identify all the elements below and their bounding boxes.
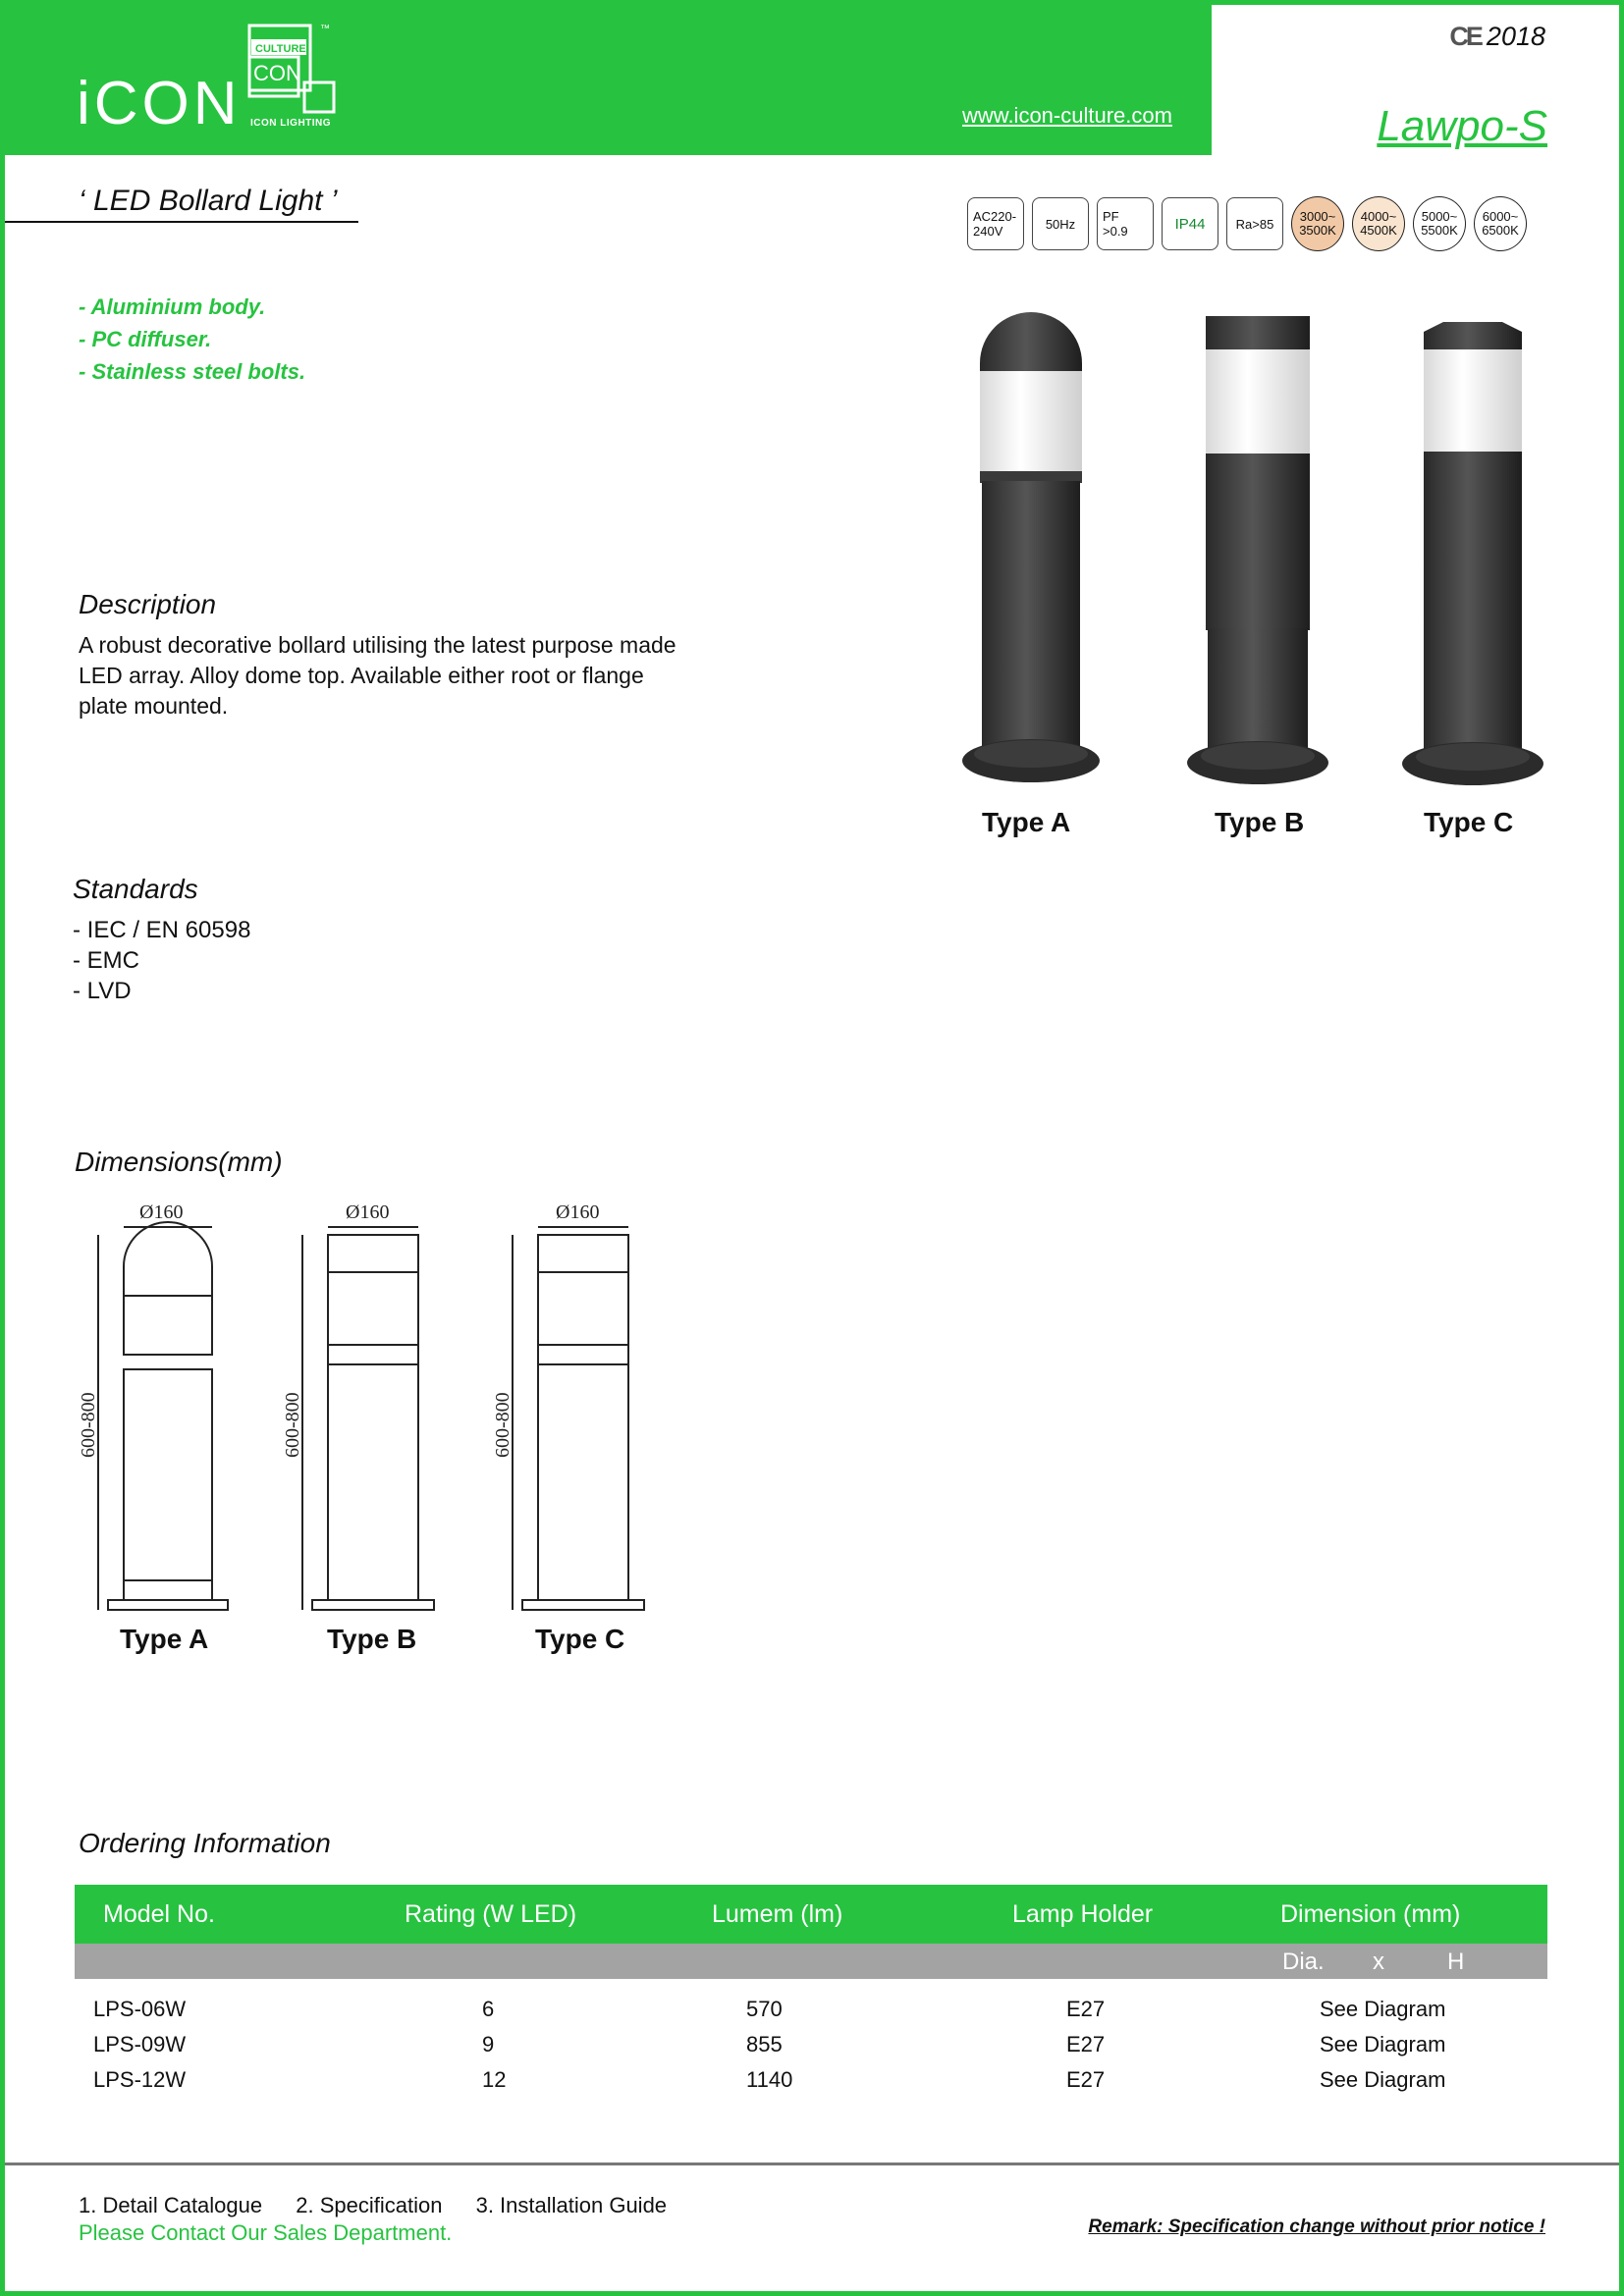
dimension-drawing-type-c bbox=[492, 1201, 644, 1610]
table-row bbox=[75, 2028, 1547, 2063]
ce-mark-icon: CE bbox=[1449, 22, 1481, 51]
table-row bbox=[75, 2063, 1547, 2099]
footer-link-specification[interactable]: 2. Specification bbox=[296, 2193, 443, 2217]
cct-badge-3000: 3000~ 3500K bbox=[1291, 196, 1344, 251]
feature-item: - PC diffuser. bbox=[79, 327, 212, 351]
standards-heading: Standards bbox=[73, 874, 198, 904]
cct-badge-6000: 6000~ 6500K bbox=[1474, 196, 1527, 251]
svg-text:Ø160: Ø160 bbox=[556, 1201, 600, 1223]
standard-item: - EMC bbox=[73, 947, 139, 974]
bollard-type-a-photo bbox=[962, 312, 1100, 782]
dimension-drawings bbox=[69, 1188, 677, 1620]
footer-links bbox=[79, 2193, 694, 2218]
ce-year bbox=[1449, 22, 1545, 52]
cell-lamp-holder: E27 bbox=[1066, 1997, 1106, 2021]
bollard-type-b-photo bbox=[1187, 316, 1328, 784]
cell-lumen: 570 bbox=[746, 1997, 783, 2021]
dimensions-heading: Dimensions(mm) bbox=[75, 1147, 283, 1177]
footer-link-installation[interactable]: 3. Installation Guide bbox=[475, 2193, 668, 2217]
cell-rating: 9 bbox=[482, 2032, 495, 2056]
feature-item: - Stainless steel bolts. bbox=[79, 359, 306, 384]
contact-note: Please Contact Our Sales Department. bbox=[79, 2220, 453, 2245]
footer-divider bbox=[5, 2163, 1619, 2165]
standards-list bbox=[73, 915, 250, 1006]
dimension-drawing-type-a bbox=[78, 1201, 228, 1610]
model-name: Lawpo-S bbox=[1377, 102, 1547, 150]
cell-lumen: 1140 bbox=[746, 2067, 793, 2092]
icon-logo bbox=[245, 22, 344, 120]
subheader-h: H bbox=[1447, 1949, 1465, 1975]
spec-badges bbox=[967, 196, 1527, 251]
cri-badge: Ra>85 bbox=[1226, 197, 1283, 250]
dimension-label-type-a: Type A bbox=[120, 1624, 209, 1654]
cell-lumen: 855 bbox=[746, 2032, 783, 2056]
cell-model: LPS-12W bbox=[93, 2067, 187, 2092]
footer-link-catalogue[interactable]: 1. Detail Catalogue bbox=[79, 2193, 263, 2217]
cct-badge-5000: 5000~ 5500K bbox=[1413, 196, 1466, 251]
cell-lamp-holder: E27 bbox=[1066, 2067, 1106, 2092]
title-underline bbox=[5, 221, 358, 223]
cell-rating: 12 bbox=[482, 2067, 507, 2092]
subheader-dia: Dia. bbox=[1282, 1949, 1325, 1975]
feature-list bbox=[79, 291, 305, 388]
subheader-x: x bbox=[1373, 1949, 1384, 1975]
cell-model: LPS-09W bbox=[93, 2032, 187, 2056]
table-header-row bbox=[75, 1885, 1547, 1944]
svg-text:600-800: 600-800 bbox=[492, 1392, 514, 1458]
description-text: A robust decorative bollard utilising the latest purpose made LED array. Alloy dome top. Available either root or flange plate mounted. bbox=[79, 632, 677, 719]
svg-text:600-800: 600-800 bbox=[282, 1392, 303, 1458]
svg-text:Ø160: Ø160 bbox=[139, 1201, 184, 1223]
column-header-lumen: Lumem (lm) bbox=[712, 1900, 843, 1928]
column-header-dimension: Dimension (mm) bbox=[1280, 1900, 1461, 1928]
year: 2018 bbox=[1486, 22, 1545, 51]
table-row bbox=[75, 1993, 1547, 2028]
photo-label-type-a: Type A bbox=[982, 807, 1071, 837]
ip-rating-badge: IP44 bbox=[1162, 197, 1218, 250]
logo-culture-text: CULTURE bbox=[255, 43, 306, 55]
logo-con-text: CON bbox=[253, 61, 301, 85]
logo-tm: ™ bbox=[320, 24, 330, 34]
svg-text:Ø160: Ø160 bbox=[346, 1201, 390, 1223]
brand-wordmark: iCON bbox=[77, 70, 242, 137]
column-header-lamp-holder: Lamp Holder bbox=[1012, 1900, 1154, 1928]
column-header-model: Model No. bbox=[103, 1900, 215, 1928]
column-header-rating: Rating (W LED) bbox=[405, 1900, 577, 1928]
cct-badge-4000: 4000~ 4500K bbox=[1352, 196, 1405, 251]
website-link[interactable]: www.icon-culture.com bbox=[962, 103, 1172, 128]
power-factor-badge: PF >0.9 bbox=[1097, 197, 1154, 250]
dimension-label-type-b: Type B bbox=[327, 1624, 417, 1654]
cell-rating: 6 bbox=[482, 1997, 495, 2021]
cell-dimension: See Diagram bbox=[1320, 2067, 1446, 2092]
description-heading: Description bbox=[79, 589, 217, 619]
table-subheader-row bbox=[75, 1944, 1547, 1979]
photo-label-type-c: Type C bbox=[1424, 807, 1514, 837]
frequency-badge: 50Hz bbox=[1032, 197, 1089, 250]
dimension-drawing-type-b bbox=[282, 1201, 434, 1610]
cell-dimension: See Diagram bbox=[1320, 1997, 1446, 2021]
standard-item: - LVD bbox=[73, 978, 132, 1004]
svg-text:600-800: 600-800 bbox=[78, 1392, 99, 1458]
cell-dimension: See Diagram bbox=[1320, 2032, 1446, 2056]
ordering-table bbox=[75, 1885, 1547, 2099]
feature-item: - Aluminium body. bbox=[79, 294, 266, 319]
cell-lamp-holder: E27 bbox=[1066, 2032, 1106, 2056]
dimension-label-type-c: Type C bbox=[535, 1624, 625, 1654]
bollard-type-c-photo bbox=[1402, 322, 1543, 785]
logo-subtitle: ICON LIGHTING bbox=[250, 118, 332, 129]
page-title: ‘ LED Bollard Light ’ bbox=[79, 185, 338, 217]
product-photos bbox=[943, 304, 1571, 854]
cell-model: LPS-06W bbox=[93, 1997, 187, 2021]
voltage-badge: AC220- 240V bbox=[967, 197, 1024, 250]
photo-label-type-b: Type B bbox=[1215, 807, 1305, 837]
standard-item: - IEC / EN 60598 bbox=[73, 917, 251, 943]
ordering-heading: Ordering Information bbox=[79, 1828, 331, 1858]
remark-note: Remark: Specification change without prior notice ! bbox=[1088, 2216, 1545, 2237]
